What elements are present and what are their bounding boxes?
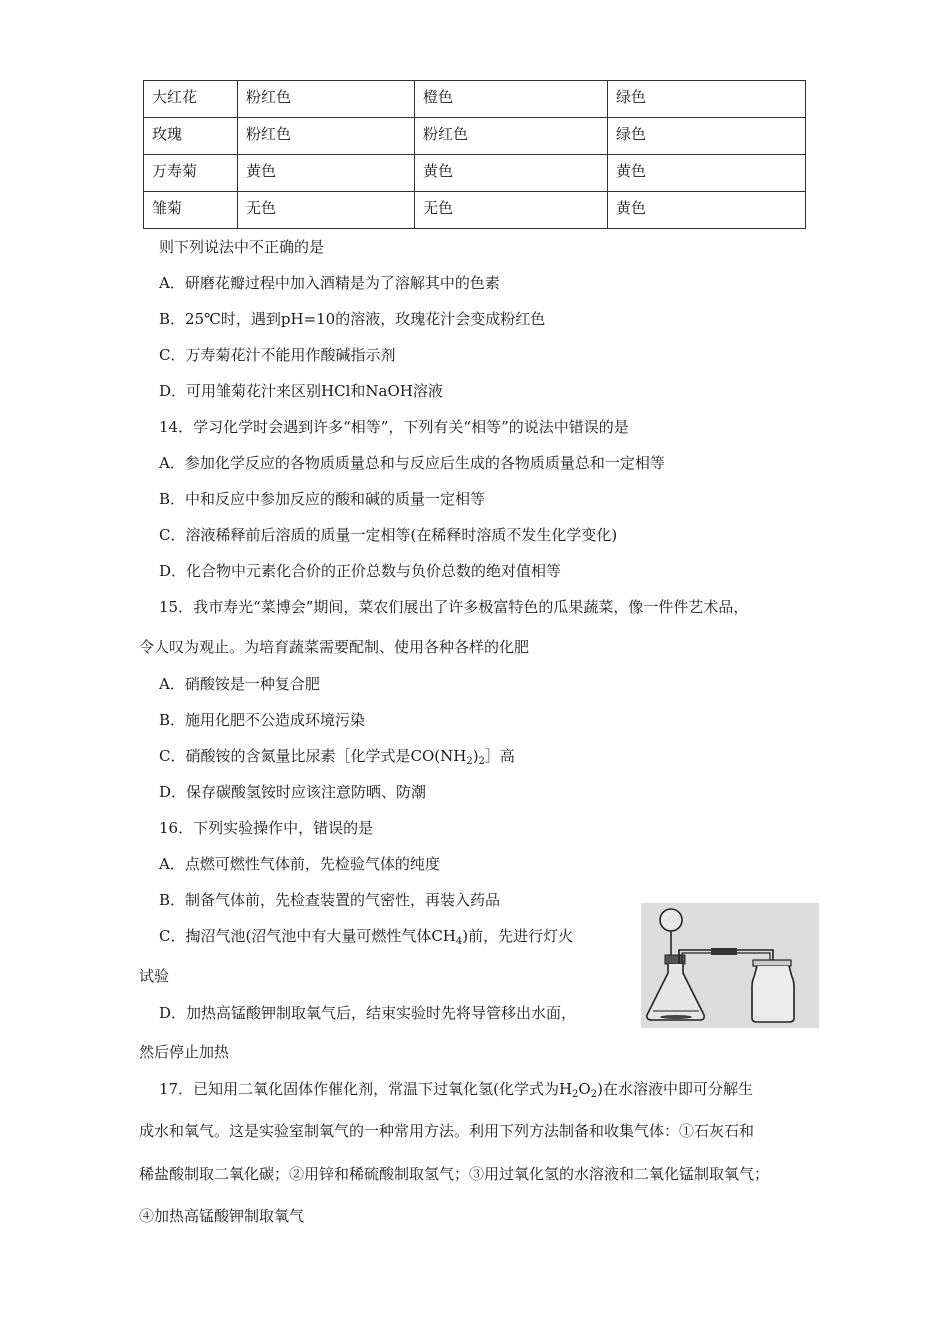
table-cell: 黄色 [238, 155, 415, 192]
q14-option-d: D．化合物中元素化合价的正价总数与负价总数的绝对值相等 [159, 562, 562, 580]
q16-option-c-text: C．掏沼气池(沼气池中有大量可燃性气体CH [159, 927, 456, 945]
apparatus-figure [641, 903, 819, 1028]
q17-line1 [159, 1079, 753, 1105]
q13-option-d: D．可用雏菊花汁来区别HCl和NaOH溶液 [159, 382, 443, 400]
q15-option-d: D．保存碳酸氢铵时应该注意防晒、防潮 [159, 783, 427, 801]
q16-option-d-continued: 然后停止加热 [139, 1043, 230, 1061]
q16-stem: 16．下列实验操作中，错误的是 [159, 819, 374, 837]
q15-option-c-text: ) [472, 747, 479, 765]
q14-option-b: B．中和反应中参加反应的酸和碱的质量一定相等 [159, 490, 486, 508]
q13-option-b: B．25℃时，遇到pH=10的溶液，玫瑰花汁会变成粉红色 [159, 310, 546, 328]
q15-stem-line1: 15．我市寿光“菜博会”期间，菜农们展出了许多极富特色的瓜果蔬菜，像一件件艺术品， [159, 598, 749, 616]
table-cell: 雏菊 [144, 192, 238, 229]
table-cell: 玫瑰 [144, 118, 238, 155]
subscript: 2 [590, 1089, 598, 1100]
table-cell: 粉红色 [415, 118, 608, 155]
subscript: 2 [478, 756, 485, 767]
table-row [144, 192, 806, 229]
table-cell: 万寿菊 [144, 155, 238, 192]
subscript: 4 [455, 936, 463, 947]
q15-option-b: B．施用化肥不公造成环境污染 [159, 711, 366, 729]
table-cell: 绿色 [608, 81, 806, 118]
q16-option-a: A．点燃可燃性气体前，先检验气体的纯度 [159, 855, 440, 873]
q14-option-a: A．参加化学反应的各物质质量总和与反应后生成的各物质质量总和一定相等 [159, 454, 665, 472]
q16-option-b: B．制备气体前，先检查装置的气密性，再装入药品 [159, 891, 501, 909]
q15-option-c-text: C．硝酸铵的含氮量比尿素［化学式是CO(NH [159, 747, 467, 765]
table-cell: 无色 [238, 192, 415, 229]
q13-stem: 则下列说法中不正确的是 [159, 238, 325, 256]
q16-option-c-continued: 试验 [139, 967, 170, 985]
q14-option-c: C．溶液稀释前后溶质的质量一定相等(在稀释时溶质不发生化学变化) [159, 526, 618, 544]
q17-line2: 成水和氧气。这是实验室制氧气的一种常用方法。利用下列方法制备和收集气体：①石灰石和 [139, 1122, 755, 1140]
subscript: 2 [572, 1089, 579, 1100]
flower-color-table [143, 80, 806, 229]
q17-text: O [578, 1080, 591, 1098]
table-row [144, 81, 806, 118]
q13-option-a: A．研磨花瓣过程中加入酒精是为了溶解其中的色素 [159, 274, 500, 292]
table-cell: 大红花 [144, 81, 238, 118]
table-cell: 粉红色 [238, 118, 415, 155]
table-cell: 粉红色 [238, 81, 415, 118]
q15-option-c-text: ］高 [484, 747, 515, 765]
q16-option-d: D．加热高锰酸钾制取氧气后，结束实验时先将导管移出水面， [159, 1004, 577, 1022]
q15-option-c [159, 746, 515, 772]
q14-stem: 14．学习化学时会遇到许多“相等”，下列有关“相等”的说法中错误的是 [159, 418, 629, 436]
table-cell: 黄色 [415, 155, 608, 192]
table-cell: 黄色 [608, 155, 806, 192]
table-row [144, 155, 806, 192]
table-cell: 橙色 [415, 81, 608, 118]
q17-line3: 稀盐酸制取二氧化碳；②用锌和稀硫酸制取氢气；③用过氧化氢的水溶液和二氧化锰制取氧气； [139, 1165, 770, 1183]
table-cell: 绿色 [608, 118, 806, 155]
q17-line4: ④加热高锰酸钾制取氧气 [139, 1207, 305, 1225]
table-row [144, 118, 806, 155]
q16-option-c [159, 926, 573, 952]
q16-option-c-text: )前，先进行灯火 [462, 927, 574, 945]
table-cell: 无色 [415, 192, 608, 229]
q15-stem-line2: 令人叹为观止。为培育蔬菜需要配制、使用各种各样的化肥 [139, 638, 530, 656]
table-cell: 黄色 [608, 192, 806, 229]
q17-text: 17．已知用二氧化固体作催化剂，常温下过氧化氢(化学式为H [159, 1080, 573, 1098]
q17-text: )在水溶液中即可分解生 [597, 1080, 753, 1098]
q15-option-a: A．硝酸铵是一种复合肥 [159, 675, 320, 693]
flask-gas-collection-apparatus [641, 903, 819, 1028]
subscript: 2 [466, 756, 473, 767]
q13-option-c: C．万寿菊花汁不能用作酸碱指示剂 [159, 346, 396, 364]
